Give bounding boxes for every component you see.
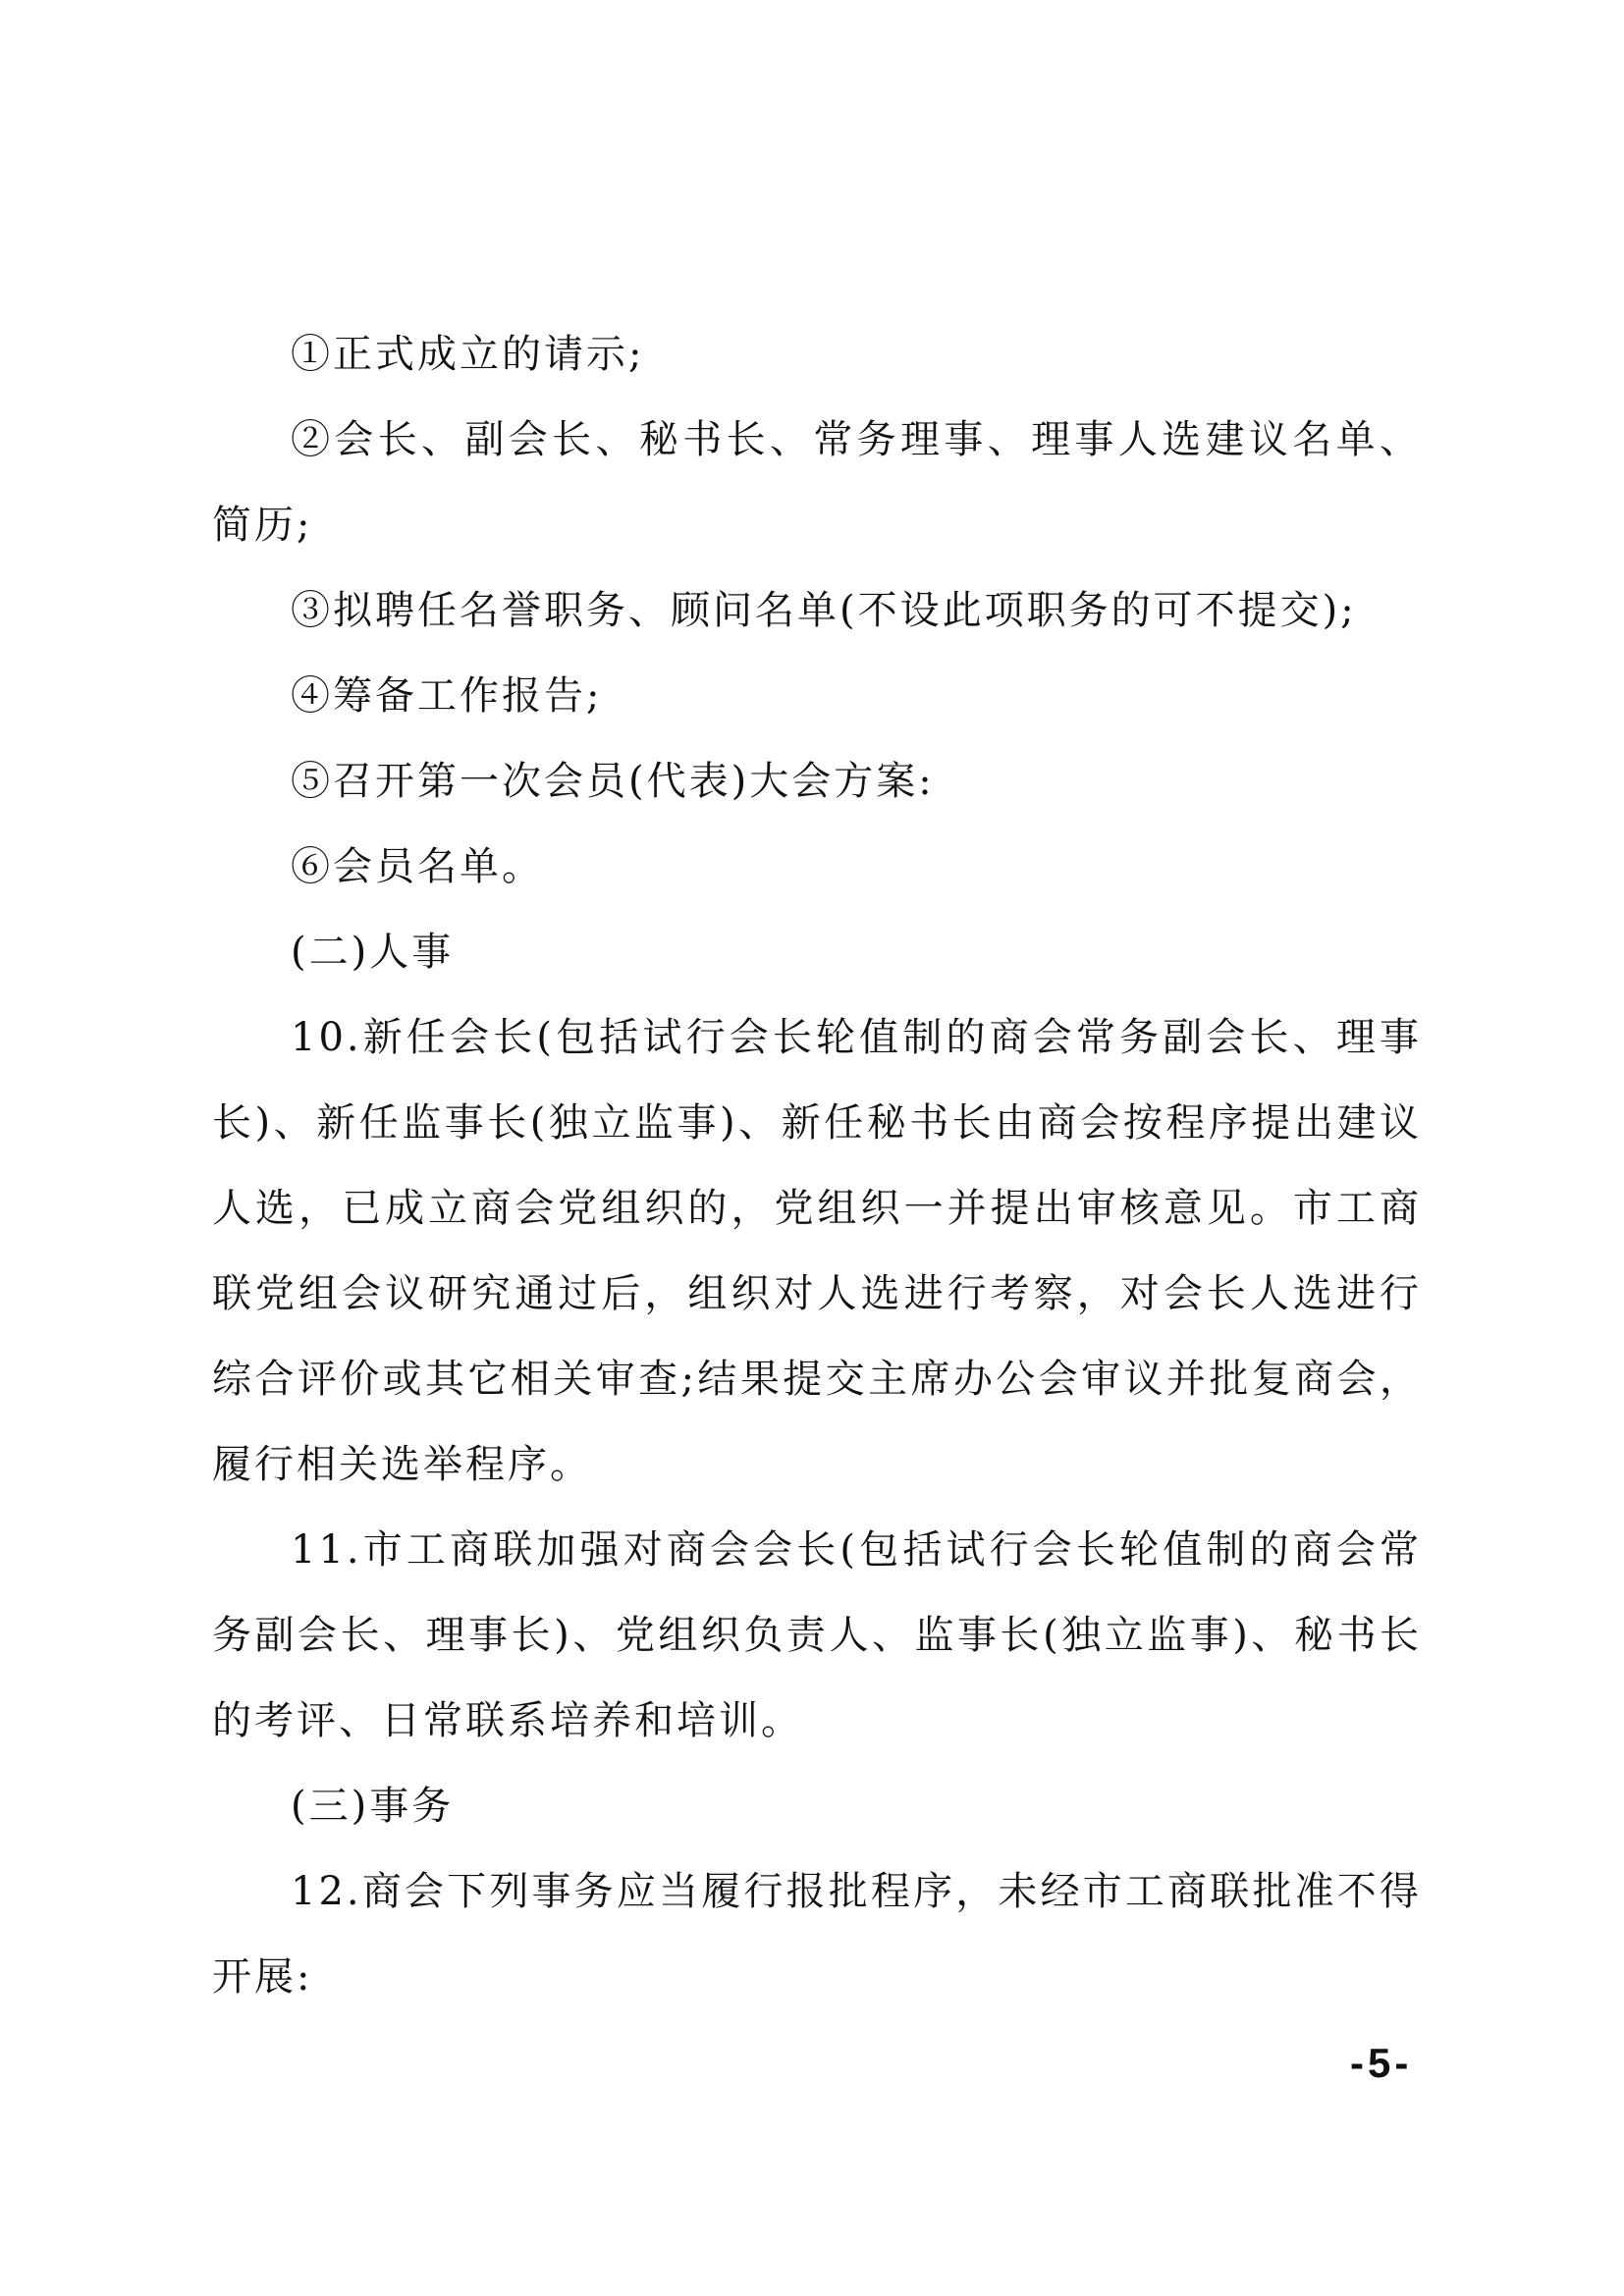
list-item-6: ⑥会员名单。 bbox=[291, 844, 544, 889]
section-heading-affairs: (三)事务 bbox=[291, 1784, 455, 1829]
clause-12: 12.商会下列事务应当履行报批程序，未经市工商联批准不得开展: bbox=[212, 1869, 1422, 2000]
list-item-4: ④筹备工作报告; bbox=[291, 673, 603, 719]
document-body bbox=[212, 312, 1422, 2020]
list-item-5: ⑤召开第一次会员(代表)大会方案: bbox=[291, 759, 935, 804]
page-number: -5- bbox=[1350, 2040, 1413, 2086]
list-item-1: ①正式成立的请示; bbox=[291, 332, 645, 377]
list-item-2: ②会长、副会长、秘书长、常务理事、理事人选建议名单、简历; bbox=[212, 417, 1422, 548]
clause-11: 11.市工商联加强对商会会长(包括试行会长轮值制的商会常务副会长、理事长)、党组织负责人、监事长(独立监事)、秘书长的考评、日常联系培养和培训。 bbox=[212, 1527, 1422, 1743]
section-heading-personnel: (二)人事 bbox=[291, 930, 455, 975]
list-item-3: ③拟聘任名誉职务、顾问名单(不设此项职务的可不提交); bbox=[291, 588, 1357, 633]
clause-10: 10.新任会长(包括试行会长轮值制的商会常务副会长、理事长)、新任监事长(独立监事)、新任秘书长由商会按程序提出建议人选，已成立商会党组织的，党组织一并提出审核意见。市工商联党组会议研究通过后，组织对人选进行考察，对会长人选进行综合评价或其它相关审查;结果提交主席办公会审议并批复商会，履行相关选举程序。 bbox=[212, 1015, 1422, 1487]
